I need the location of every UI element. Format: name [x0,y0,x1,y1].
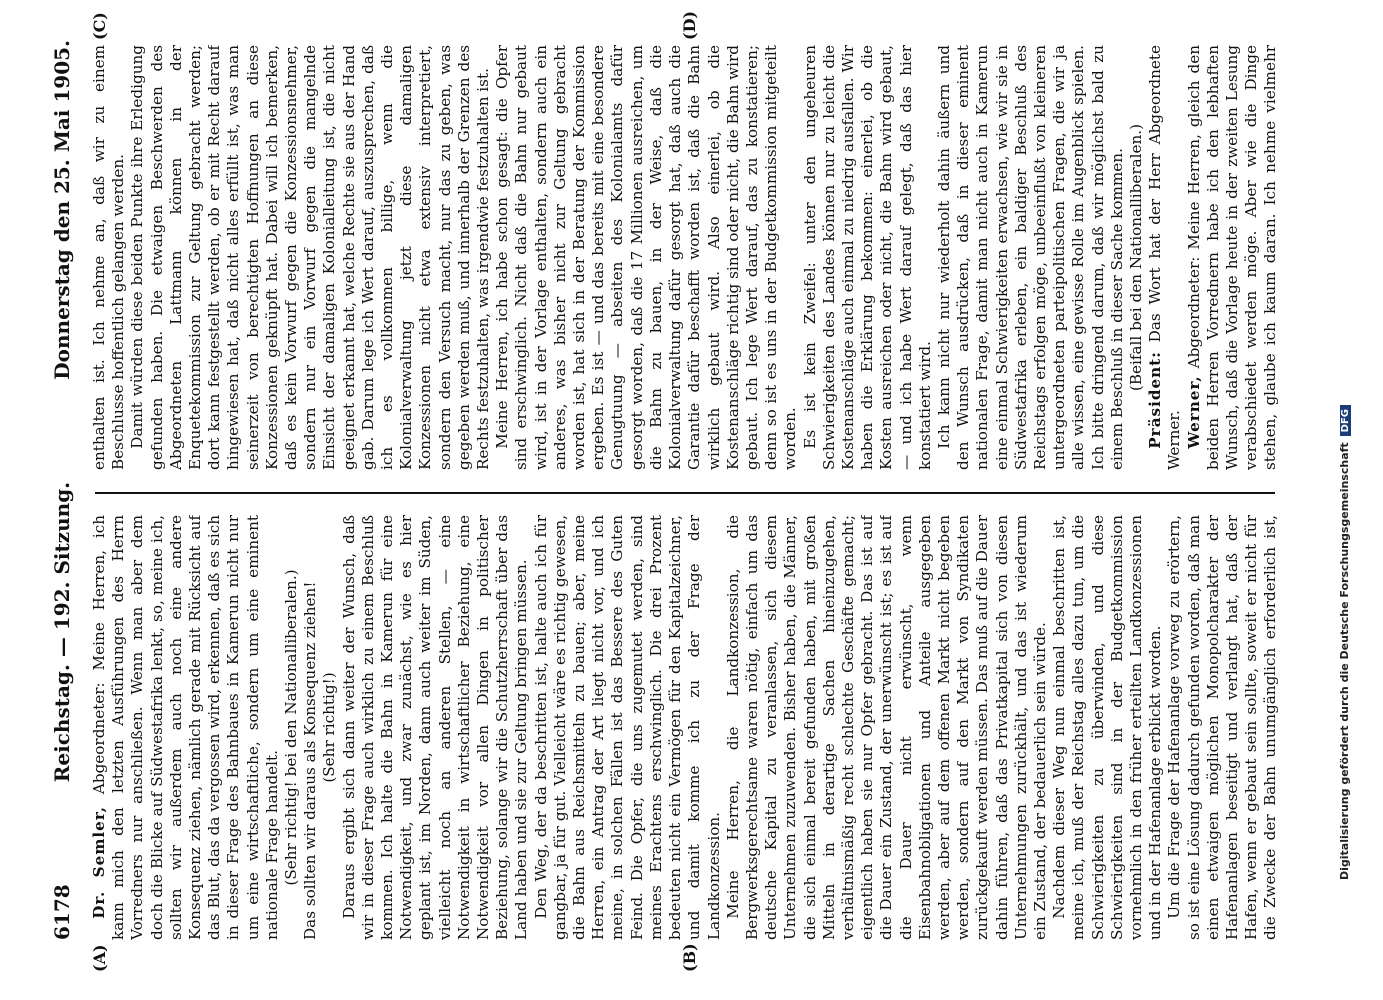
paragraph: Damit würden diese beiden Punkte ihre Erledigung gefunden haben. Die etwaigen Beschwerden des Abgeordneten Lattmann können in der Enquetekommission zur Geltung gebracht werden; dort kann festgestellt werden, ob er mit Recht darauf hingewiesen hat, daß nicht alles erfüllt ist, was man seinerzeit von berechtigten Hoffnungen an diese Konzessionen geknüpft hat. Dabei will ich bemerken, daß es kein Vorwurf gegen die Konzessionsnehmer, sondern nur ein Vorwurf gegen die mangelnde Einsicht der damaligen Kolonialleitung ist, die nicht geeignet erkannt hat, welche Rechte sie aus der Hand gab. Darum lege ich Wert darauf, auszusprechen, daß ich es vollkommen billige, wenn die Kolonialverwaltung jetzt diese damaligen Konzessionen nicht etwa extensiv interpretiert, sondern den Versuch macht, nur das zu geben, was gegeben werden muß, und innerhalb der Grenzen des Rechts festzuhalten, was irgendwie festzuhalten ist. [128,45,493,470]
margin-marker-c: (C) [90,12,109,40]
speaker-name: Dr. Semler, [90,806,108,919]
speaker-name: Werner, [1184,375,1203,449]
right-column [90,45,1280,470]
paragraph: Meine Herren, ich habe schon gesagt: die Opfer sind erschwinglich. Nicht daß die Bahn nur gebaut wird, ist in der Vorlage enthalten, sondern auch ein anderes, was bisher nicht zur Geltung gebracht worden ist, hat sich in der Beratung der Kommission ergeben. Es ist — und das bereits mit eine besondere Genugtuung — abseiten des Kolonialamts dafür gesorgt worden, daß die 17 Millionen ausreichen, um die Bahn zu bauen, in der Weise, daß die Kolonialverwaltung dafür gesorgt hat, daß auch die Garantie dafür beschafft worden ist, daß die Bahn wirklich gebaut wird. Also einerlei, ob die Kostenanschläge richtig sind oder nicht, die Bahn wird gebaut. Ich lege Wert darauf, das zu konstatieren; denn so ist es uns in der Budgetkommission mitgeteilt worden. [493,45,800,470]
session-date: Donnerstag den 25. Mai 1905. [50,40,74,380]
margin-marker-b: (B) [680,943,699,972]
paragraph: Nachdem dieser Weg nun einmal beschritten ist, meine ich, muß der Reichstag alles dazu tun, um die Schwierigkeiten zu überwinden, und diese Schwierigkeiten sind in der Budgetkommission vornehmlich in den früher erteilten Landkonzessionen und in der Hafenanlage erblickt worden. [1050,515,1165,940]
paragraph-text: Das Wort hat der Herr Abgeordnete Werner. [1146,45,1184,470]
interjection: (Beifall bei den Nationalliberalen.) [1126,123,1145,392]
paragraph: Um die Frage der Hafenanlage vorweg zu erörtern, so ist eine Lösung dadurch gefunden worden, daß man einen etwaigen möglichen Monopolcharakter der Hafenanlagen beseitigt und verlangt hat, daß der Hafen, wenn er gebaut sein sollte, soweit er nicht für die Zwecke der Bahn unumgänglich erforderlich ist, [1165,515,1280,940]
session-title: Reichstag. — 192. Sitzung. [50,481,74,783]
credit-text: Digitalisierung gefördert durch die Deutsche Forschungsgemeinschaft [1338,442,1351,880]
paragraph [1146,45,1184,470]
page-header [42,40,82,940]
paragraph [1185,45,1280,470]
interjection: (Sehr richtig! bei den Nationalliberalen.) [282,569,301,886]
margin-marker-a: (A) [90,944,109,972]
paragraph: enthalten ist. Ich nehme an, daß wir zu einem Beschlusse hoffentlich gelangen werden. [90,45,128,470]
left-column [90,515,1280,940]
paragraph [90,515,282,940]
paragraph-text: Abgeordneter: Meine Herren, ich kann mich den letzten Ausführungen des Herrn Vorredners nur anschließen. Wenn man aber dem doch die Blicke auf Südwestafrika lenkt, so, meine ich, sollten wir außerdem auch noch eine andere Konsequenz ziehen, nämlich gerade mit Rücksicht auf das Blut, das da vergossen wird, erkennen, daß es sich in dieser Frage des Bahnbaues in Kamerun nicht nur um eine wirtschaftliche, sondern um eine eminent nationale Frage handelt. [90,515,281,940]
column-divider [95,492,1275,494]
paragraph: Daraus ergibt sich dann weiter der Wunsch, daß wir in dieser Frage auch wirklich zu einem Beschluß kommen. Ich halte die Bahn in Kamerun für eine Notwendigkeit, und zwar zunächst, wie es hier geplant ist, im Norden, dann auch weiter im Süden, vielleicht noch an anderen Stellen, — eine Notwendigkeit in wirtschaftlicher Beziehung, eine Notwendigkeit vor allen Dingen in politischer Beziehung, solange wir die Schutzherrschaft über das Land haben und sie zur Geltung bringen müssen. [339,515,531,940]
paragraph: Ich kann nicht nur wiederholt dahin äußern und den Wunsch ausdrücken, daß in dieser eminent nationalen Frage, damit man nicht auch in Kamerun eine einmal Schwierigkeiten erwachsen, wie wir sie in Südwestafrika erleben, ein baldiger Beschluß des Reichstags erfolgen möge, unbeeinflußt von kleineren untergeordneten parteipolitischen Fragen, die wir ja alle wissen, eine gewisse Rolle im Augenblick spielen. Ich bitte dringend darum, daß wir möglichst bald zu einem Beschluß in dieser Sache kommen. [934,45,1126,470]
paragraph-text: Abgeordneter: Meine Herren, gleich den beiden Herren Vorrednern habe ich den lebhaften Wunsch, daß die Vorlage heute in der zweiten Lesung verabschiedet werden möge. Aber wie die Dinge stehen, glaube ich kaum daran. Ich nehme vielmehr [1184,45,1280,470]
digitization-credit [1338,0,1351,880]
paragraph: Es ist kein Zweifel: unter den ungeheuren Schwierigkeiten des Landes können nur zu leicht die Kostenanschläge auch einmal zu niedrig ausfallen. Wir haben die Erklärung bekommen: einerlei, ob die Kosten ausreichen oder nicht, die Bahn wird gebaut, — und ich habe Wert darauf gelegt, daß das hier konstatiert wird. [800,45,934,470]
paragraph: Den Weg, der da beschritten ist, halte auch ich für gangbar, ja für gut. Vielleicht wäre es richtig gewesen, die Bahn aus Reichsmitteln zu bauen; aber, meine Herren, ein Antrag der Art liegt nicht vor, und ich meine, in solchen Fällen ist das Bessere des Guten Feind. Die Opfer, die uns zugemutet werden, sind meines Erachtens erschwinglich. Die drei Prozent bedeuten nicht ein Vermögen für den Kapitalzeichner, und damit komme ich zu der Frage der Landkonzession. [531,515,723,940]
dfg-logo: DFG [1340,405,1351,436]
paragraph: Meine Herren, die Landkonzession, die Bergwerksgerechtsame waren nötig, einfach um das deutsche Kapital zu veranlassen, sich diesem Unternehmen zuzuwenden. Bisher haben, die Männer, die sich einmal bereit gefunden haben, mit großen Mitteln in derartige Sachen hineinzugehen, verhältnismäßig recht schlechte Geschäfte gemacht; eigentlich haben sie nur Opfer gebracht. Das ist auf die Dauer ein Zustand, der unerwünscht ist; es ist auf die Dauer nicht erwünscht, wenn Eisenbahnobligationen und Anteile ausgegeben werden, aber auf dem offenen Markt nicht begeben werden, sondern auf den Markt von Syndikaten zurückgekauft werden müssen. Das muß auf die Dauer dahin führen, daß das Privatkapital sich von diesen Unternehmungen zurückhält, und das ist wiederum ein Zustand, der bedauerlich sein würde. [723,515,1049,940]
margin-marker-d: (D) [680,10,699,40]
president-label: Präsident: [1146,351,1165,449]
paragraph: Das sollten wir daraus als Konsequenz ziehen! [301,581,320,940]
interjection: (Sehr richtig!) [320,672,339,783]
document-page [20,10,1351,980]
page-number: 6178 [50,884,74,940]
